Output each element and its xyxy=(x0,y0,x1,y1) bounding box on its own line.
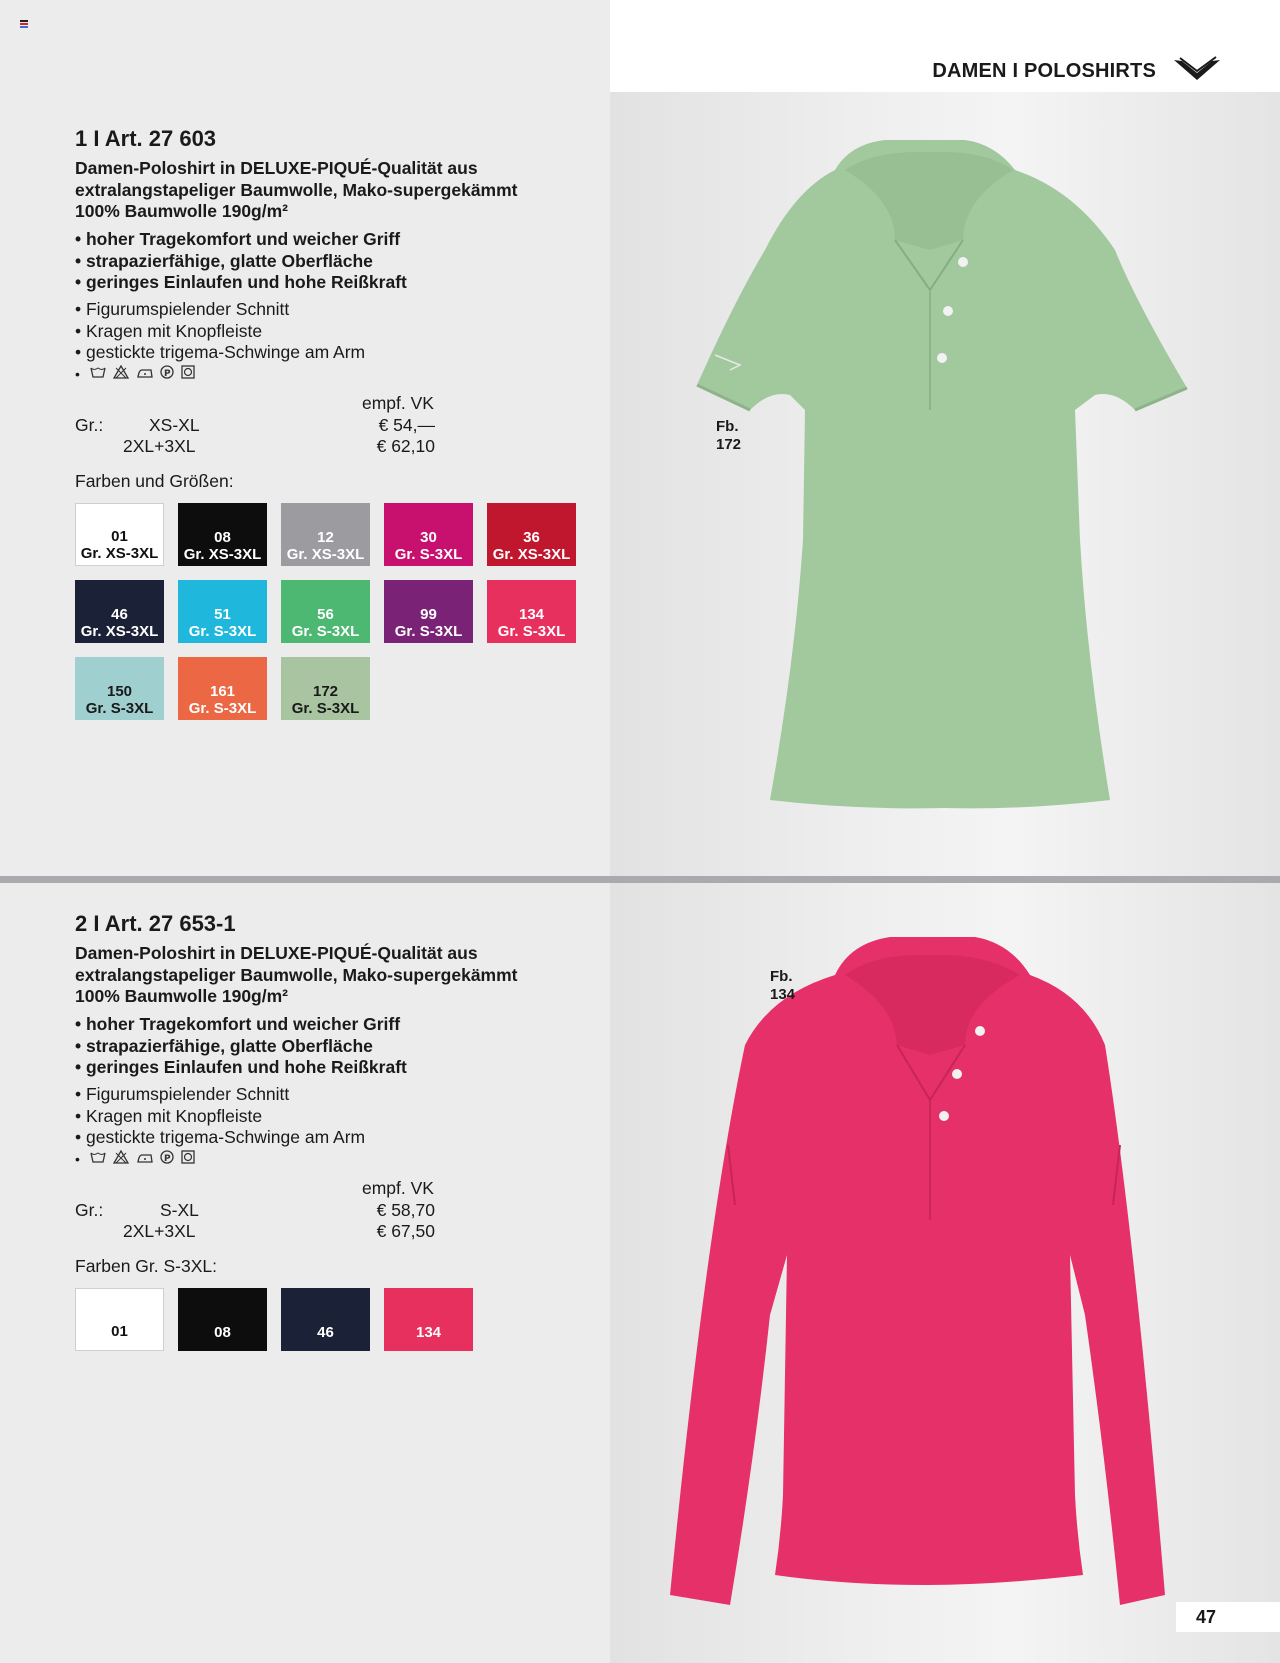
color-code: 134 xyxy=(415,1324,442,1341)
tumble-dry-icon xyxy=(181,365,195,379)
color-swatch-08 xyxy=(178,503,267,566)
product-1-image-label: Fb. 172 xyxy=(716,418,742,453)
color-swatch-51 xyxy=(178,580,267,643)
list-item: • strapazierfähige, glatte Oberfläche xyxy=(75,1035,373,1056)
color-code: 134 xyxy=(518,606,545,623)
color-code: 30 xyxy=(420,529,437,546)
list-item: • geringes Einlaufen und hohe Reißkraft xyxy=(75,1057,407,1077)
price-value: € 58,70 xyxy=(376,1199,435,1220)
list-item: • geringes Einlaufen und hohe Reißkraft xyxy=(75,272,407,292)
size-range: 2XL+3XL xyxy=(123,1221,196,1241)
color-code: 161 xyxy=(209,683,236,700)
color-size-range: Gr. S-3XL xyxy=(394,623,463,640)
iron-icon xyxy=(136,1150,154,1164)
color-code: 01 xyxy=(111,528,128,545)
color-swatch-08 xyxy=(178,1288,267,1351)
color-swatch-12 xyxy=(281,503,370,566)
list-item: • hoher Tragekomfort und weicher Griff xyxy=(75,229,401,249)
product-2-price-table xyxy=(75,1178,435,1248)
color-code: 56 xyxy=(317,606,334,623)
dry-clean-p-icon xyxy=(160,1150,174,1164)
color-code: 150 xyxy=(106,683,133,700)
trigema-swoosh-icon xyxy=(1172,56,1222,86)
size-range: 2XL+3XL xyxy=(123,436,196,456)
product-1-color-swatches xyxy=(75,503,575,723)
size-label: Gr.: xyxy=(75,1199,104,1220)
color-code: 51 xyxy=(214,606,231,623)
color-swatch-01 xyxy=(75,1288,164,1351)
color-swatch-56 xyxy=(281,580,370,643)
color-size-range: Gr. XS-3XL xyxy=(286,546,365,563)
color-swatch-161 xyxy=(178,657,267,720)
color-swatch-134 xyxy=(384,1288,473,1351)
list-item: • Kragen mit Knopfleiste xyxy=(75,320,263,341)
product-1-description: Damen-Poloshirt in DELUXE-PIQUÉ-Qualität aus extralangstapeliger Baumwolle, Mako-supergekämmt 100% Baumwolle 190g/m² xyxy=(75,158,518,221)
product-2-image-label: Fb. 134 xyxy=(770,968,796,1003)
product-2-features xyxy=(75,1084,365,1149)
no-bleach-icon xyxy=(113,1150,129,1164)
product-1-price-table xyxy=(75,393,435,463)
product-1-features-bold xyxy=(75,229,407,294)
price-value: € 54,— xyxy=(378,414,435,435)
color-code: 99 xyxy=(420,606,437,623)
color-code: 172 xyxy=(312,683,339,700)
list-item: • hoher Tragekomfort und weicher Griff xyxy=(75,1014,401,1034)
color-swatch-46 xyxy=(75,580,164,643)
color-code: 36 xyxy=(523,529,540,546)
color-code: 01 xyxy=(111,1323,128,1340)
color-swatch-150 xyxy=(75,657,164,720)
size-range: XS-XL xyxy=(149,414,200,435)
page-header-title: DAMEN I POLOSHIRTS xyxy=(932,60,1156,82)
section-divider xyxy=(0,876,1280,883)
color-size-range: Gr. S-3XL xyxy=(188,700,257,717)
color-code: 46 xyxy=(111,606,128,623)
language-flag-icon[interactable] xyxy=(20,20,28,28)
page-number: 47 xyxy=(1176,1602,1280,1632)
price-value: € 67,50 xyxy=(376,1221,435,1241)
price-header: empf. VK xyxy=(362,393,434,413)
color-swatch-172 xyxy=(281,657,370,720)
product-1-features xyxy=(75,299,365,364)
list-item: • strapazierfähige, glatte Oberfläche xyxy=(75,250,373,271)
list-item: • gestickte trigema-Schwinge am Arm xyxy=(75,342,366,362)
wash-30-icon xyxy=(90,365,106,379)
color-code: 12 xyxy=(317,529,334,546)
product-2-description: Damen-Poloshirt in DELUXE-PIQUÉ-Qualität aus extralangstapeliger Baumwolle, Mako-supergekämmt 100% Baumwolle 190g/m² xyxy=(75,943,518,1006)
color-size-range: Gr. S-3XL xyxy=(291,700,360,717)
product-1-care-icons: • P xyxy=(75,365,195,382)
product-1-colors-label: Farben und Größen: xyxy=(75,471,234,491)
product-2-title: 2 I Art. 27 653-1 xyxy=(75,911,236,936)
product-2-color-swatches xyxy=(75,1288,575,1358)
price-header: empf. VK xyxy=(362,1178,434,1198)
no-bleach-icon xyxy=(113,365,129,379)
color-size-range: Gr. XS-3XL xyxy=(80,545,159,562)
list-item: • gestickte trigema-Schwinge am Arm xyxy=(75,1127,366,1147)
color-code: 08 xyxy=(214,529,231,546)
iron-icon xyxy=(136,365,154,379)
color-size-range: Gr. S-3XL xyxy=(394,546,463,563)
list-item: • Figurumspielender Schnitt xyxy=(75,1084,290,1104)
tumble-dry-icon xyxy=(181,1150,195,1164)
color-swatch-46 xyxy=(281,1288,370,1351)
dry-clean-p-icon xyxy=(160,365,174,379)
product-2-features-bold xyxy=(75,1014,407,1079)
price-value: € 62,10 xyxy=(376,436,435,456)
color-code: 46 xyxy=(317,1324,334,1341)
svg-text:P: P xyxy=(164,1154,175,1164)
list-item: • Figurumspielender Schnitt xyxy=(75,299,290,319)
color-size-range: Gr. XS-3XL xyxy=(80,623,159,640)
wash-30-icon xyxy=(90,1150,106,1164)
color-swatch-99 xyxy=(384,580,473,643)
color-swatch-01 xyxy=(75,503,164,566)
size-range: S-XL xyxy=(160,1199,199,1220)
color-swatch-30 xyxy=(384,503,473,566)
color-size-range: Gr. S-3XL xyxy=(291,623,360,640)
color-size-range: Gr. S-3XL xyxy=(497,623,566,640)
color-code: 08 xyxy=(214,1324,231,1341)
color-size-range: Gr. S-3XL xyxy=(85,700,154,717)
pink-longsleeve-polo-image xyxy=(665,935,1225,1615)
color-swatch-36 xyxy=(487,503,576,566)
color-size-range: Gr. XS-3XL xyxy=(183,546,262,563)
product-1-title: 1 I Art. 27 603 xyxy=(75,126,217,151)
svg-text:P: P xyxy=(164,369,175,379)
size-label: Gr.: xyxy=(75,414,104,435)
green-polo-shirt-image xyxy=(695,140,1190,810)
product-2-colors-label: Farben Gr. S-3XL: xyxy=(75,1256,218,1276)
color-swatch-134 xyxy=(487,580,576,643)
color-size-range: Gr. XS-3XL xyxy=(492,546,571,563)
list-item: • Kragen mit Knopfleiste xyxy=(75,1105,263,1126)
color-size-range: Gr. S-3XL xyxy=(188,623,257,640)
product-2-care-icons: • P xyxy=(75,1150,195,1167)
